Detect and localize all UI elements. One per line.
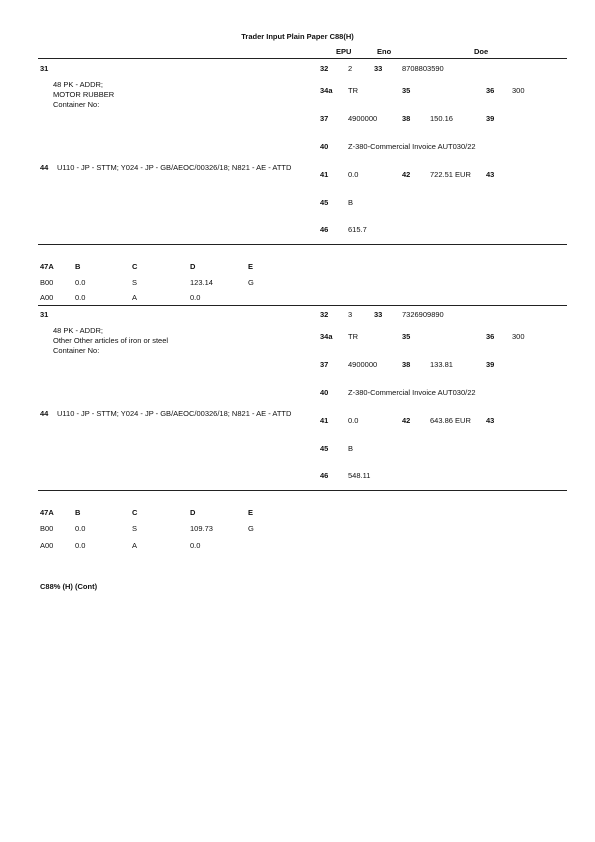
- page-title: Trader Input Plain Paper C88(H): [241, 32, 354, 41]
- box-40-label: 40: [320, 142, 329, 151]
- box-37-label: 37: [320, 114, 329, 123]
- box-40-value: Z-380-Commercial Invoice AUT030/22: [348, 388, 476, 397]
- box-41-value: 0.0: [348, 416, 359, 425]
- box-46-label: 46: [320, 225, 329, 234]
- box-40-value: Z-380-Commercial Invoice AUT030/22: [348, 142, 476, 151]
- box-33-label: 33: [374, 64, 383, 73]
- box-35-label: 35: [402, 86, 411, 95]
- column-header-eno: Eno: [377, 47, 392, 56]
- box-44-text: U110 - JP - STTM; Y024 - JP - GB/AEOC/00326/18; N821 - AE - ATTD: [57, 409, 292, 418]
- box-35-label: 35: [402, 332, 411, 341]
- tax-cell: G: [248, 278, 254, 287]
- box-44-label: 44: [40, 163, 49, 172]
- tax-header-b: B: [75, 508, 81, 517]
- container-label: Container No:: [53, 100, 100, 109]
- box-36-label: 36: [486, 86, 495, 95]
- tax-cell: A: [132, 293, 138, 302]
- goods-description: Other Other articles of iron or steel: [53, 336, 169, 345]
- packages-text: 48 PK - ADDR;: [53, 80, 104, 89]
- box-38-value: 150.16: [430, 114, 453, 123]
- item-divider: [38, 305, 567, 306]
- box-45-label: 45: [320, 444, 329, 453]
- box-32-label: 32: [320, 310, 329, 319]
- tax-cell: B00: [40, 278, 54, 287]
- box-34a-label: 34a: [320, 86, 333, 95]
- box-37-label: 37: [320, 360, 329, 369]
- tax-cell: S: [132, 524, 138, 533]
- tax-header-c: C: [132, 508, 138, 517]
- box-38-label: 38: [402, 360, 411, 369]
- box-46-label: 46: [320, 471, 329, 480]
- tax-cell: 123.14: [190, 278, 213, 287]
- box-33-label: 33: [374, 310, 383, 319]
- tax-cell: 0.0: [75, 293, 86, 302]
- column-header-epu: EPU: [336, 47, 352, 56]
- box-32-value: 2: [348, 64, 353, 73]
- tax-header-47a: 47A: [40, 508, 54, 517]
- tax-header-d: D: [190, 262, 196, 271]
- box-37-value: 4900000: [348, 114, 378, 123]
- continuation-footer: C88% (H) (Cont): [40, 582, 98, 591]
- tax-header-47a: 47A: [40, 262, 54, 271]
- tax-header-c: C: [132, 262, 138, 271]
- header-divider: [38, 58, 567, 59]
- tax-cell: 0.0: [190, 541, 201, 550]
- tax-header-e: E: [248, 508, 254, 517]
- box-36-value: 300: [512, 86, 525, 95]
- box-42-value: 643.86 EUR: [430, 416, 471, 425]
- tax-cell: A: [132, 541, 138, 550]
- box-38-value: 133.81: [430, 360, 453, 369]
- box-39-label: 39: [486, 360, 495, 369]
- box-43-label: 43: [486, 416, 495, 425]
- box-36-label: 36: [486, 332, 495, 341]
- tax-cell: A00: [40, 293, 54, 302]
- box-38-label: 38: [402, 114, 411, 123]
- box-34a-value: TR: [348, 86, 358, 95]
- tax-header-e: E: [248, 262, 254, 271]
- box-31-label: 31: [40, 310, 49, 319]
- packages-text: 48 PK - ADDR;: [53, 326, 104, 335]
- box-34a-value: TR: [348, 332, 358, 341]
- goods-description: MOTOR RUBBER: [53, 90, 115, 99]
- box-41-value: 0.0: [348, 170, 359, 179]
- tax-header-b: B: [75, 262, 81, 271]
- box-32-label: 32: [320, 64, 329, 73]
- tax-cell: 0.0: [75, 278, 86, 287]
- box-34a-label: 34a: [320, 332, 333, 341]
- box-32-value: 3: [348, 310, 353, 319]
- box-42-label: 42: [402, 170, 411, 179]
- box-39-label: 39: [486, 114, 495, 123]
- box-42-value: 722.51 EUR: [430, 170, 471, 179]
- container-label: Container No:: [53, 346, 100, 355]
- box-45-value: B: [348, 444, 354, 453]
- tax-cell: 109.73: [190, 524, 213, 533]
- tax-cell: 0.0: [75, 541, 86, 550]
- box-33-value: 8708803590: [402, 64, 444, 73]
- column-header-doe: Doe: [474, 47, 489, 56]
- tax-cell: 0.0: [190, 293, 201, 302]
- box-46-value: 548.11: [348, 471, 371, 480]
- box-44-text: U110 - JP - STTM; Y024 - JP - GB/AEOC/00326/18; N821 - AE - ATTD: [57, 163, 292, 172]
- tax-cell: S: [132, 278, 138, 287]
- box-45-label: 45: [320, 198, 329, 207]
- box-33-value: 7326909890: [402, 310, 444, 319]
- box-43-label: 43: [486, 170, 495, 179]
- box-31-label: 31: [40, 64, 49, 73]
- box-41-label: 41: [320, 170, 329, 179]
- item-divider: [38, 490, 567, 491]
- tax-cell: 0.0: [75, 524, 86, 533]
- box-46-value: 615.7: [348, 225, 367, 234]
- tax-cell: G: [248, 524, 254, 533]
- box-44-label: 44: [40, 409, 49, 418]
- box-41-label: 41: [320, 416, 329, 425]
- box-36-value: 300: [512, 332, 525, 341]
- tax-cell: A00: [40, 541, 54, 550]
- tax-cell: B00: [40, 524, 54, 533]
- item-divider: [38, 244, 567, 245]
- box-37-value: 4900000: [348, 360, 378, 369]
- tax-header-d: D: [190, 508, 196, 517]
- box-45-value: B: [348, 198, 354, 207]
- box-40-label: 40: [320, 388, 329, 397]
- box-42-label: 42: [402, 416, 411, 425]
